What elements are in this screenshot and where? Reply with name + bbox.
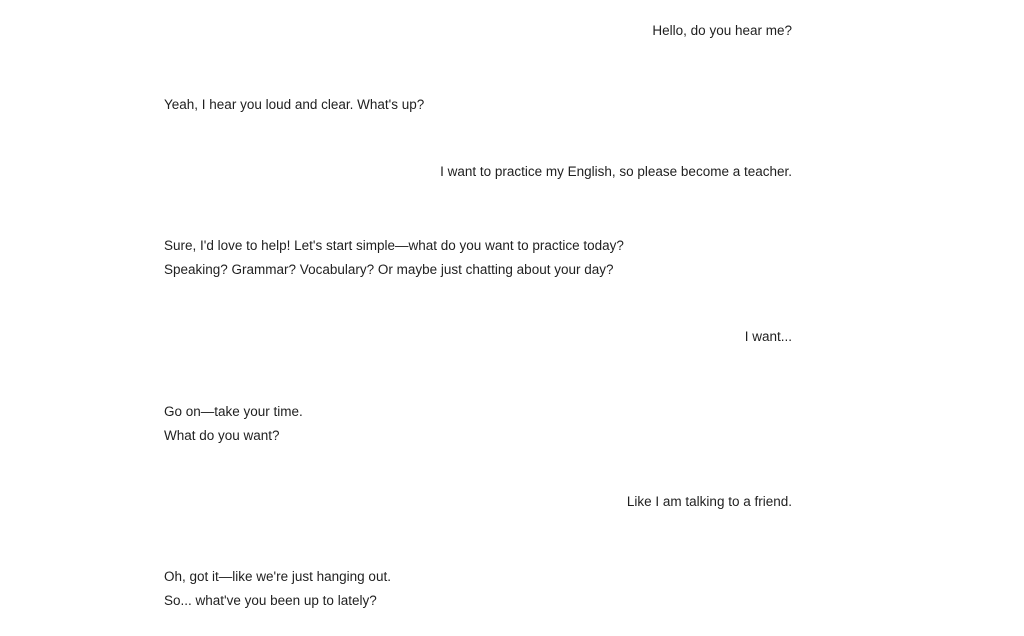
assistant-message-text: Yeah, I hear you loud and clear. What's up? <box>164 97 425 112</box>
user-message <box>164 325 792 349</box>
assistant-message-text: Go on—take your time. <box>164 404 303 419</box>
assistant-message <box>164 93 792 117</box>
assistant-message-text: So... what've you been up to lately? <box>164 593 377 608</box>
user-message <box>164 160 792 184</box>
user-message <box>164 490 792 514</box>
user-message <box>164 19 792 43</box>
user-message-text: Like I am talking to a friend. <box>626 494 792 509</box>
assistant-message-text: Oh, got it—like we're just hanging out. <box>164 569 391 584</box>
assistant-message <box>164 234 792 282</box>
user-message-text: I want to practice my English, so please become a teacher. <box>440 164 792 179</box>
assistant-message <box>164 565 792 613</box>
user-message-text: I want... <box>744 329 792 344</box>
assistant-message-text: Speaking? Grammar? Vocabulary? Or maybe just chatting about your day? <box>164 262 614 277</box>
assistant-message-text: What do you want? <box>164 428 280 443</box>
assistant-message <box>164 400 792 448</box>
assistant-message-text: Sure, I'd love to help! Let's start simple—what do you want to practice today? <box>164 238 624 253</box>
user-message-text: Hello, do you hear me? <box>652 23 792 38</box>
